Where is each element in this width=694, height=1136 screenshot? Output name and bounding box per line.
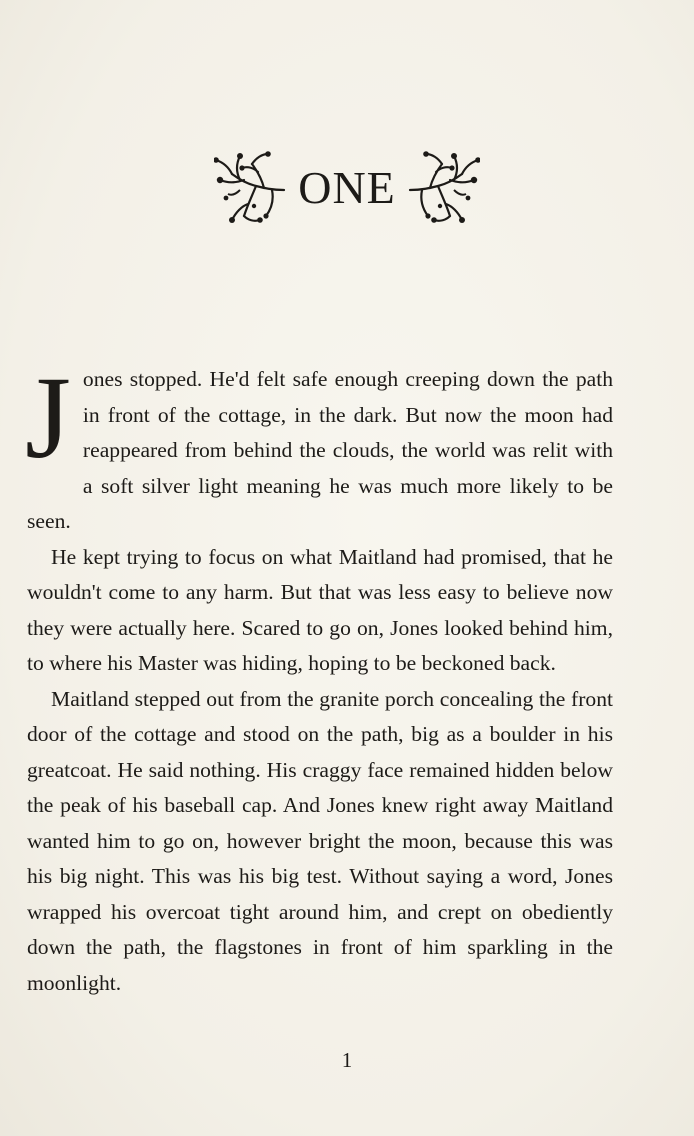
branch-ornament-left-icon [214,150,286,226]
paragraph-1 [25,352,613,540]
chapter-body [25,352,613,1001]
page-number: 1 [341,1048,353,1072]
paragraph-1-text: ones stopped. He'd felt safe enough creeping down the path in front of the cottage, in the dark. But now the moon had reappeared from behind the clouds, the world was relit with a soft silver light meaning he was much more likely to be seen. [27,367,613,533]
paragraph-3: Maitland stepped out from the granite porch concealing the front door of the cottage and stood on the path, big as a boulder in his greatcoat. He said nothing. His craggy face remained hidden below the peak of his baseball cap. And Jones knew right away Maitland wanted him to go on, however bright the moon, because this was his big night. This was his big test. Without saying a word, Jones wrapped his overcoat tight around him, and crept on obediently down the path, the flagstones in front of him sparkling in the moonlight. [27,686,613,995]
drop-cap: J [25,352,71,483]
paragraph-2: He kept trying to focus on what Maitland had promised, that he wouldn't come to any harm. But that was less easy to believe now they were actually here. Scared to go on, Jones looked behind him, to where his Master was hiding, hoping to be beckoned back. [27,544,613,675]
chapter-heading [0,150,694,226]
branch-ornament-right-icon [408,150,480,226]
chapter-title: ONE [298,162,396,213]
